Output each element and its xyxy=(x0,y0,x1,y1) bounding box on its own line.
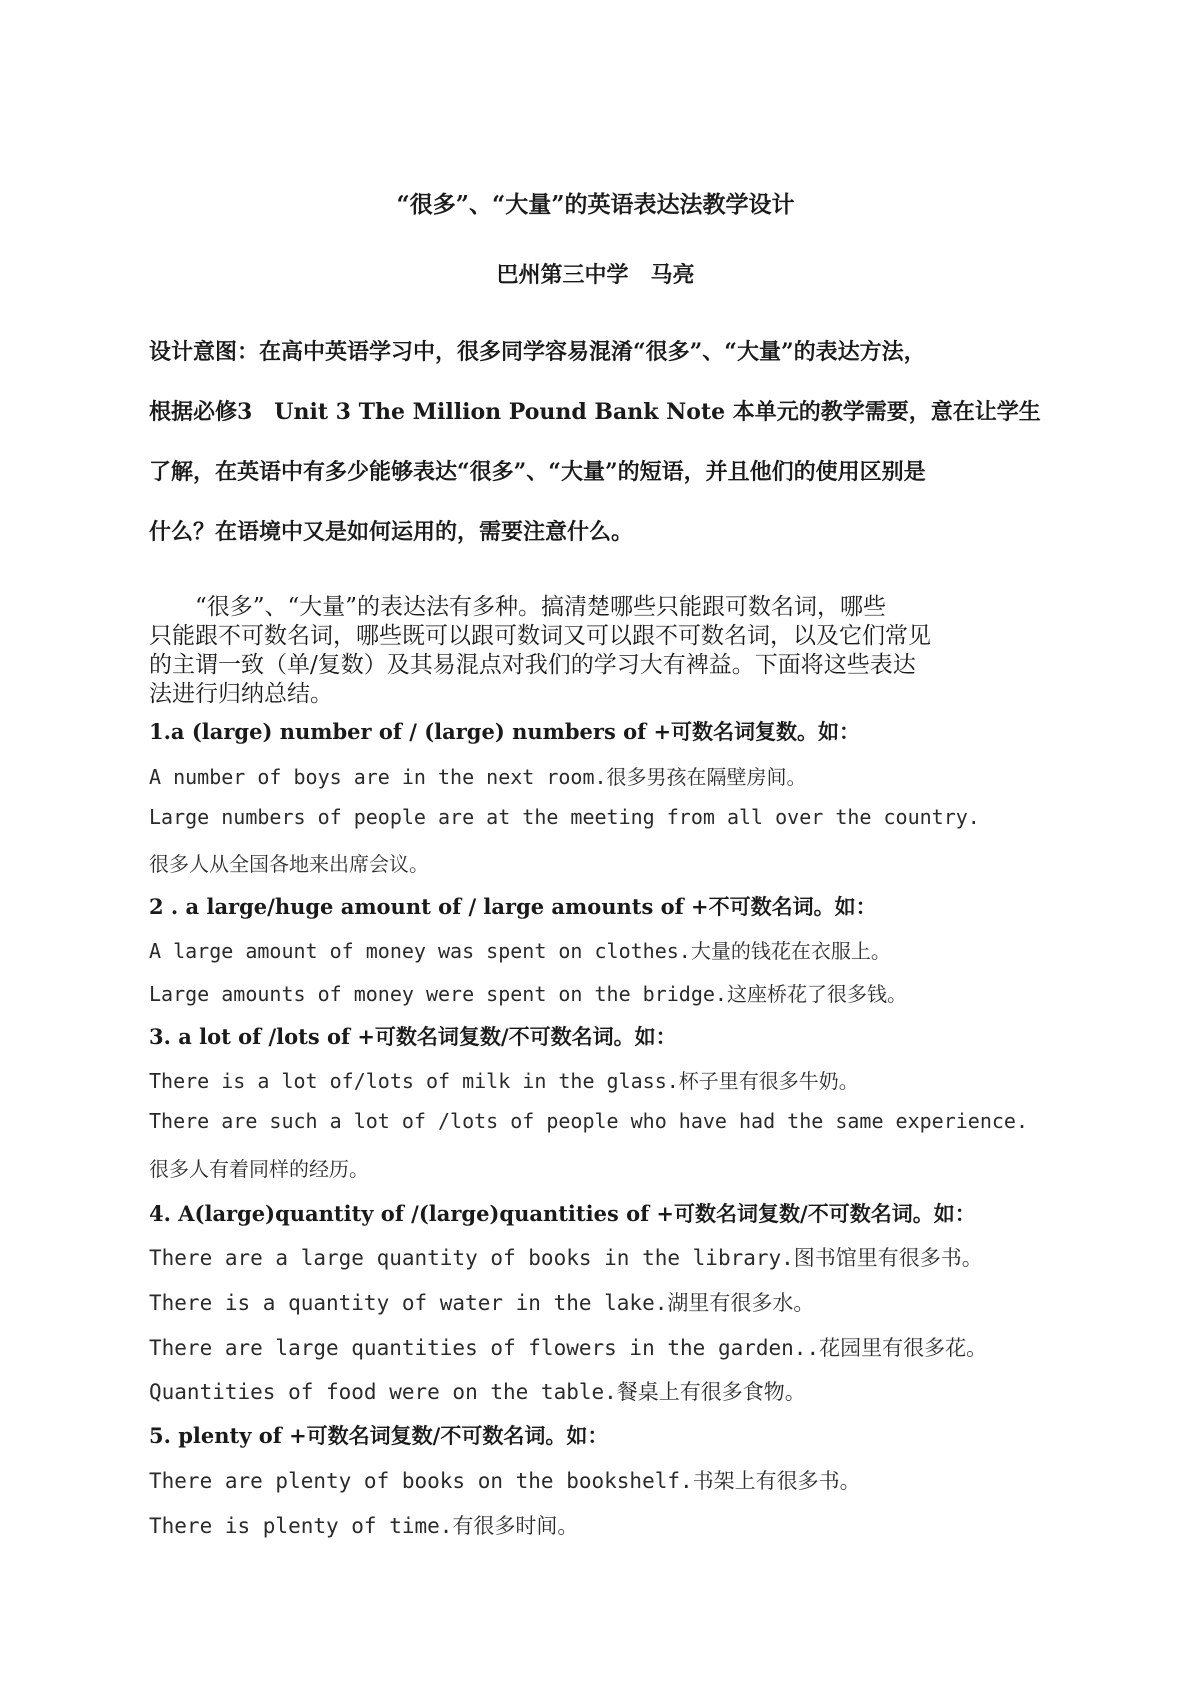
section-heading: 2 . a large/huge amount of / large amounts of +不可数名词。如： xyxy=(149,894,877,919)
example-line: There are plenty of books on the bookshelf.书架上有很多书。 xyxy=(149,1469,861,1493)
example-line: Quantities of food were on the table.餐桌上有很多食物。 xyxy=(149,1380,806,1404)
example-line: There are a large quantity of books in the library.图书馆里有很多书。 xyxy=(149,1246,983,1270)
example-line: There are such a lot of /lots of people who have had the same experience. xyxy=(149,1109,1028,1133)
example-line: Large amounts of money were spent on the bridge.这座桥花了很多钱。 xyxy=(149,982,907,1006)
document-title: “很多”、“大量”的英语表达法教学设计 xyxy=(396,191,795,218)
example-line: 很多人有着同样的经历。 xyxy=(149,1157,369,1181)
example-line: There is a quantity of water in the lake.湖里有很多水。 xyxy=(149,1291,815,1315)
section-heading: 4. A(large)quantity of /(large)quantities of +可数名词复数/不可数名词。如： xyxy=(149,1201,976,1226)
intro-line: 的主谓一致（单/复数）及其易混点对我们的学习大有裨益。下面将这些表达 xyxy=(149,652,916,678)
example-line: There is plenty of time.有很多时间。 xyxy=(149,1514,579,1538)
section-heading: 1.a (large) number of / (large) numbers of +可数名词复数。如： xyxy=(149,719,861,744)
example-line: There are large quantities of flowers in the garden..花园里有很多花。 xyxy=(149,1336,988,1360)
example-line: Large numbers of people are at the meeting from all over the country. xyxy=(149,805,980,829)
section-heading: 5. plenty of +可数名词复数/不可数名词。如： xyxy=(149,1423,609,1448)
intro-line: 法进行归纳总结。 xyxy=(149,681,333,707)
example-line: 很多人从全国各地来出席会议。 xyxy=(149,852,429,876)
example-line: There is a lot of/lots of milk in the glass.杯子里有很多牛奶。 xyxy=(149,1069,859,1093)
intent-line: 了解，在英语中有多少能够表达“很多”、“大量”的短语，并且他们的使用区别是 xyxy=(149,459,926,485)
example-line: A number of boys are in the next room.很多男孩在隔壁房间。 xyxy=(149,765,807,789)
author-line: 巴州第三中学 马亮 xyxy=(496,262,695,288)
intent-line: 什么？在语境中又是如何运用的，需要注意什么。 xyxy=(149,519,634,545)
intro-line: 只能跟不可数名词，哪些既可以跟可数词又可以跟不可数名词，以及它们常见 xyxy=(149,623,931,649)
section-heading: 3. a lot of /lots of +可数名词复数/不可数名词。如： xyxy=(149,1024,677,1049)
example-line: A large amount of money was spent on clothes.大量的钱花在衣服上。 xyxy=(149,939,891,963)
intent-line: 根据必修3 Unit 3 The Million Pound Bank Note 本单元的教学需要，意在让学生 xyxy=(149,399,1041,425)
intro-line: “很多”、“大量”的表达法有多种。搞清楚哪些只能跟可数名词，哪些 xyxy=(149,594,887,620)
intent-line: 设计意图：在高中英语学习中，很多同学容易混淆“很多”、“大量”的表达方法， xyxy=(149,339,926,365)
